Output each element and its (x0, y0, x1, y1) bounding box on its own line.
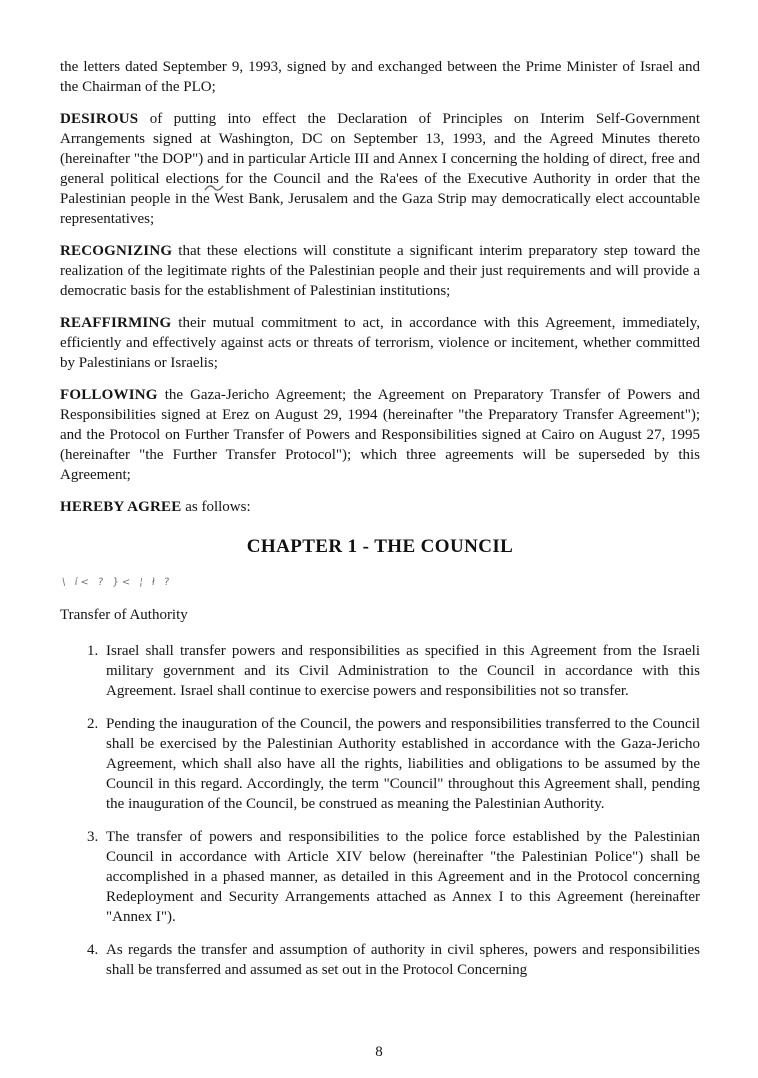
preamble-paragraph (60, 497, 700, 517)
clause-item (60, 641, 700, 701)
paragraph-lead: RECOGNIZING (60, 243, 173, 259)
preamble-paragraph (60, 385, 700, 485)
paragraph-text: that these elections will constitute a significant interim preparatory step toward the realization of the legitimate rights of the Palestinian people and their just requirements and will provide a democratic basis for the establishment of Palestinian institutions; (60, 243, 700, 299)
chapter-heading: CHAPTER 1 - THE COUNCIL (246, 536, 514, 557)
paragraph-lead: HEREBY AGREE (60, 499, 182, 515)
clause-number: 2. (87, 716, 99, 732)
paragraph-text: the Gaza-Jericho Agreement; the Agreement on Preparatory Transfer of Powers and Responsibilities signed at Erez on August 29, 1994 (hereinafter "the Preparatory Transfer Agreement"); and the Protocol on Further Transfer of Powers and Responsibilities signed at Cairo on August 27, 1995 (hereinafter "the Further Transfer Protocol"); which three agreements will be superseded by this Agreement; (60, 387, 700, 483)
preamble (60, 57, 700, 517)
clause-item (60, 940, 700, 980)
preamble-paragraph (60, 57, 700, 97)
clause-list (60, 641, 700, 980)
clause-text: Israel shall transfer powers and responsibilities as specified in this Agreement from the Israeli military government and its Civil Administration to the Council in accordance with this Agreement. Israel shall continue to exercise powers and responsibilities not so transfer. (106, 643, 700, 699)
paragraph-text: their mutual commitment to act, in accordance with this Agreement, immediately, efficiently and effectively against acts or threats of terrorism, violence or incitement, whether committed by Palestinians or Israelis; (60, 315, 700, 371)
clause-number: 1. (87, 643, 99, 659)
paragraph-text: the letters dated September 9, 1993, signed by and exchanged between the Prime Minister of Israel and the Chairman of the PLO; (60, 59, 700, 95)
paragraph-text: as follows: (181, 499, 251, 515)
paragraph-lead: FOLLOWING (60, 387, 158, 403)
paragraph-lead: DESIROUS (60, 111, 139, 127)
page-number: 8 (375, 1044, 383, 1060)
preamble-paragraph (60, 313, 700, 373)
section-title: Transfer of Authority (60, 607, 188, 623)
paragraph-text: of putting into effect the Declaration of Principles on Interim Self-Government Arrangements signed at Washington, DC on September 13, 1993, and the Agreed Minutes thereto (hereinafter "the DOP") and in particular Article III and Annex I concerning the holding of direct, free and general political elections for the Council and the Ra'ees of the Executive Authority in order that the Palestinian people in the West Bank, Jerusalem and the Gaza Strip may democratically elect accountable representatives; (60, 111, 700, 227)
clause-text: Pending the inauguration of the Council, the powers and responsibilities transferred to the Council shall be exercised by the Palestinian Authority established in accordance with the Gaza-Jericho Agreement, which shall also have all the rights, liabilities and obligations to be assumed by the Council in this regard. Accordingly, the term "Council" throughout this Agreement shall, pending the inauguration of the Council, be construed as meaning the Palestinian Authority. (106, 716, 700, 812)
preamble-paragraph (60, 241, 700, 301)
preamble-paragraph (60, 109, 700, 229)
clause-text: The transfer of powers and responsibilities to the police force established by the Palestinian Council in accordance with Article XIV below (hereinafter "the Palestinian Police") shall be accomplished in a phased manner, as detailed in this Agreement and in the Protocol concerning Redeployment and Security Arrangements attached as Annex I to this Agreement (hereinafter "Annex I"). (106, 829, 700, 925)
paragraph-lead: REAFFIRMING (60, 315, 172, 331)
clause-number: 4. (87, 942, 99, 958)
clause-item (60, 714, 700, 814)
clause-item (60, 827, 700, 927)
clause-text: As regards the transfer and assumption of authority in civil spheres, powers and responsibilities shall be transferred and assumed as set out in the Protocol Concerning (106, 942, 700, 978)
scan-artifact-text: \ í< ? }< ¦ ł ? (61, 577, 173, 588)
clause-number: 3. (87, 829, 99, 845)
